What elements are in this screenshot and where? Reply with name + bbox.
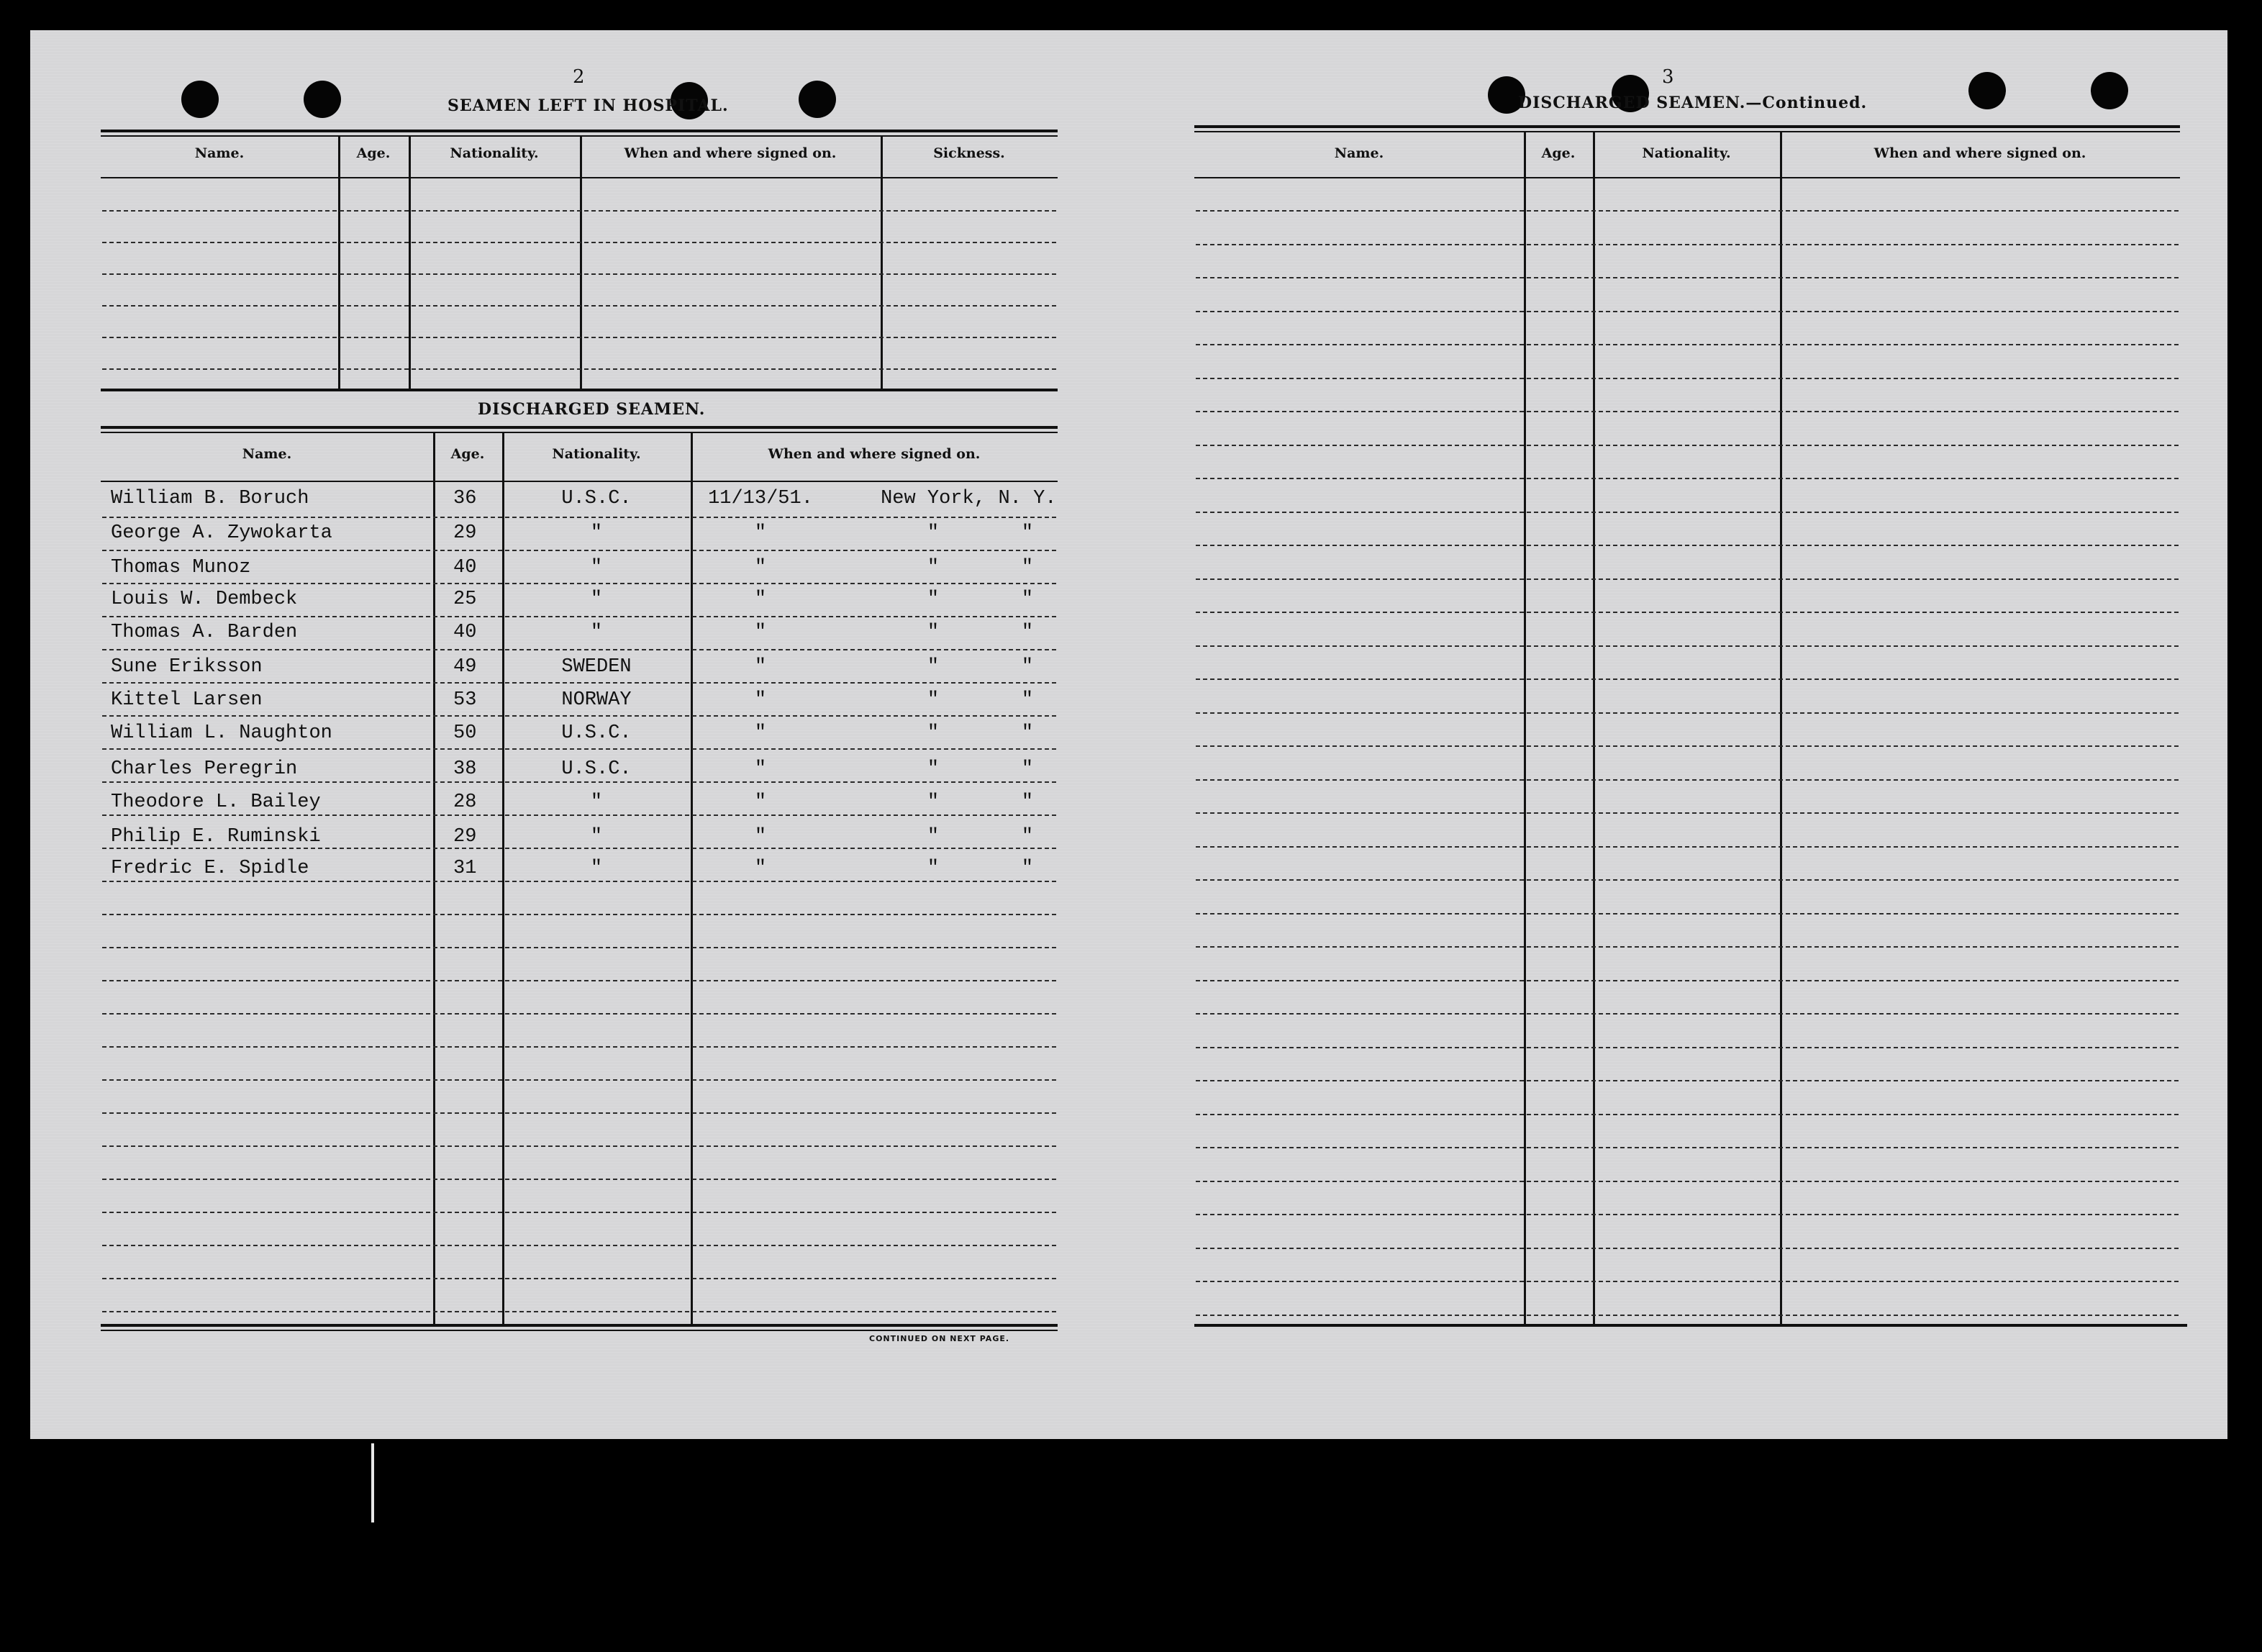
seaman-nationality: "	[590, 622, 603, 643]
ruled-line	[1196, 1147, 2179, 1148]
seaman-age: 36	[453, 488, 477, 509]
ruled-line	[1196, 678, 2179, 680]
ruled-line	[1196, 1080, 2179, 1081]
ruled-line	[102, 242, 1056, 243]
ruled-line	[102, 914, 1056, 915]
ruled-line	[102, 947, 1056, 948]
column-divider	[1593, 131, 1595, 1324]
seaman-age: 40	[453, 622, 477, 643]
column-divider	[580, 135, 582, 389]
ruled-line	[102, 881, 1056, 882]
punch-hole	[304, 81, 341, 118]
rule	[101, 481, 1058, 482]
signed-on-state: "	[1021, 557, 1034, 578]
column-divider	[338, 135, 340, 389]
ruled-line	[102, 715, 1056, 717]
seaman-nationality: U.S.C.	[561, 722, 632, 744]
ruled-line	[102, 980, 1056, 981]
seaman-nationality: "	[590, 589, 603, 610]
ruled-line	[102, 814, 1056, 816]
signed-on-state: "	[1021, 522, 1034, 544]
ruled-line	[102, 273, 1056, 275]
seaman-name: Louis W. Dembeck	[111, 589, 298, 610]
signed-on-city: "	[927, 758, 940, 780]
seaman-name: Charles Peregrin	[111, 758, 298, 780]
seaman-age: 53	[453, 689, 477, 711]
signed-on-city: "	[927, 858, 940, 879]
signed-on-state: N. Y.	[998, 488, 1057, 509]
seaman-age: 50	[453, 722, 477, 744]
column-header: Nationality.	[450, 145, 539, 161]
signed-on-state: "	[1021, 589, 1034, 610]
ruled-line	[1196, 612, 2179, 613]
signed-on-date: 11/13/51.	[708, 488, 813, 509]
seaman-name: Philip E. Ruminski	[111, 826, 321, 848]
ruled-line	[1196, 210, 2179, 212]
rule	[1194, 177, 2180, 178]
seaman-name: William B. Boruch	[111, 488, 309, 509]
seaman-age: 29	[453, 826, 477, 848]
ruled-line	[102, 1278, 1056, 1279]
seaman-age: 25	[453, 589, 477, 610]
left-page-number: 2	[573, 66, 585, 88]
document-sheet	[30, 30, 2227, 1439]
signed-on-city: "	[927, 557, 940, 578]
signed-on-state: "	[1021, 858, 1034, 879]
seaman-age: 28	[453, 791, 477, 813]
signed-on-date: "	[754, 826, 767, 848]
signed-on-date: "	[754, 791, 767, 813]
ruled-line	[102, 1245, 1056, 1246]
ruled-line	[102, 210, 1056, 212]
seaman-nationality: U.S.C.	[561, 758, 632, 780]
ruled-line	[102, 1311, 1056, 1312]
ruled-line	[102, 1212, 1056, 1213]
rule	[101, 426, 1058, 429]
ruled-line	[1196, 1047, 2179, 1048]
signed-on-city: "	[927, 522, 940, 544]
seaman-nationality: "	[590, 791, 603, 813]
seaman-nationality: "	[590, 858, 603, 879]
ruled-line	[1196, 311, 2179, 312]
column-header: When and where signed on.	[624, 145, 837, 161]
ruled-line	[102, 1179, 1056, 1180]
column-header: Name.	[1334, 145, 1384, 161]
signed-on-state: "	[1021, 791, 1034, 813]
column-divider	[1780, 131, 1782, 1324]
hospital-section-title: SEAMEN LEFT IN HOSPITAL.	[448, 96, 729, 115]
seaman-nationality: NORWAY	[561, 689, 632, 711]
signed-on-date: "	[754, 758, 767, 780]
ruled-line	[102, 337, 1056, 338]
column-divider	[409, 135, 411, 389]
right-section-title: DISCHARGED SEAMEN.—Continued.	[1518, 94, 1868, 112]
seaman-name: Kittel Larsen	[111, 689, 263, 711]
ruled-line	[1196, 512, 2179, 513]
ruled-line	[1196, 779, 2179, 781]
ruled-line	[1196, 1114, 2179, 1115]
rule	[101, 1330, 1058, 1331]
right-page-number: 3	[1662, 66, 1674, 88]
rule	[101, 135, 1058, 137]
ruled-line	[102, 368, 1056, 370]
seaman-name: William L. Naughton	[111, 722, 332, 744]
signed-on-state: "	[1021, 722, 1034, 744]
continued-note: CONTINUED ON NEXT PAGE.	[869, 1334, 1010, 1343]
ruled-line	[1196, 1013, 2179, 1015]
rule	[101, 389, 1058, 391]
ruled-line	[102, 1079, 1056, 1081]
ruled-line	[1196, 913, 2179, 914]
column-header: Age.	[1541, 145, 1576, 161]
seaman-nationality: "	[590, 826, 603, 848]
punch-hole	[799, 81, 836, 118]
ruled-line	[102, 583, 1056, 584]
rule	[1194, 131, 2180, 132]
ruled-line	[102, 1046, 1056, 1048]
column-divider	[881, 135, 883, 389]
seaman-nationality: "	[590, 557, 603, 578]
seaman-name: Thomas Munoz	[111, 557, 251, 578]
rule	[101, 177, 1058, 178]
rule	[1194, 125, 2180, 128]
ruled-line	[102, 848, 1056, 849]
ruled-line	[1196, 1281, 2179, 1282]
ruled-line	[1196, 1214, 2179, 1215]
punch-hole	[2091, 72, 2128, 109]
discharged-section-title: DISCHARGED SEAMEN.	[478, 400, 706, 419]
signed-on-date: "	[754, 722, 767, 744]
ruled-line	[102, 616, 1056, 617]
ruled-line	[102, 682, 1056, 684]
signed-on-state: "	[1021, 826, 1034, 848]
column-header: Nationality.	[1642, 145, 1731, 161]
column-header: When and where signed on.	[1873, 145, 2086, 161]
signed-on-date: "	[754, 656, 767, 678]
signed-on-city: "	[927, 656, 940, 678]
ruled-line	[1196, 1248, 2179, 1249]
seaman-age: 40	[453, 557, 477, 578]
signed-on-state: "	[1021, 758, 1034, 780]
seaman-name: Thomas A. Barden	[111, 622, 298, 643]
ruled-line	[102, 1013, 1056, 1015]
signed-on-date: "	[754, 589, 767, 610]
seaman-name: Sune Eriksson	[111, 656, 263, 678]
signed-on-city: New York,	[881, 488, 986, 509]
ruled-line	[102, 649, 1056, 650]
signed-on-state: "	[1021, 622, 1034, 643]
signed-on-city: "	[927, 826, 940, 848]
column-header: Nationality.	[552, 446, 641, 462]
ruled-line	[1196, 1315, 2179, 1316]
ruled-line	[102, 305, 1056, 307]
seaman-age: 29	[453, 522, 477, 544]
column-divider	[433, 432, 435, 1324]
rule	[1194, 1324, 2187, 1327]
ruled-line	[1196, 846, 2179, 848]
seaman-nationality: "	[590, 522, 603, 544]
signed-on-date: "	[754, 522, 767, 544]
ruled-line	[1196, 812, 2179, 814]
seaman-name: Fredric E. Spidle	[111, 858, 309, 879]
column-header: Age.	[450, 446, 485, 462]
ruled-line	[102, 1145, 1056, 1147]
ruled-line	[1196, 344, 2179, 345]
ruled-line	[1196, 244, 2179, 245]
signed-on-state: "	[1021, 689, 1034, 711]
seaman-name: George A. Zywokarta	[111, 522, 332, 544]
ruled-line	[1196, 545, 2179, 546]
seaman-age: 31	[453, 858, 477, 879]
seaman-nationality: U.S.C.	[561, 488, 632, 509]
signed-on-city: "	[927, 689, 940, 711]
signed-on-city: "	[927, 589, 940, 610]
ruled-line	[1196, 578, 2179, 580]
ruled-line	[1196, 946, 2179, 948]
signed-on-city: "	[927, 791, 940, 813]
ruled-line	[102, 748, 1056, 750]
signed-on-date: "	[754, 557, 767, 578]
seaman-age: 38	[453, 758, 477, 780]
rule	[101, 130, 1058, 132]
ruled-line	[102, 781, 1056, 783]
ruled-line	[102, 517, 1056, 518]
seaman-name: Theodore L. Bailey	[111, 791, 321, 813]
column-header: Sickness.	[933, 145, 1005, 161]
punch-hole	[1968, 72, 2006, 109]
rule	[101, 432, 1058, 433]
column-header: Age.	[356, 145, 391, 161]
ruled-line	[1196, 411, 2179, 412]
ruled-line	[1196, 879, 2179, 881]
signed-on-date: "	[754, 622, 767, 643]
ruled-line	[1196, 445, 2179, 446]
rule	[101, 1324, 1058, 1327]
ruled-line	[1196, 277, 2179, 278]
seaman-age: 49	[453, 656, 477, 678]
signed-on-state: "	[1021, 656, 1034, 678]
ruled-line	[1196, 980, 2179, 981]
signed-on-date: "	[754, 858, 767, 879]
scan-streak	[371, 1443, 374, 1522]
signed-on-city: "	[927, 722, 940, 744]
ruled-line	[1196, 712, 2179, 714]
ruled-line	[1196, 378, 2179, 379]
ruled-line	[1196, 745, 2179, 747]
signed-on-city: "	[927, 622, 940, 643]
punch-hole	[181, 81, 219, 118]
ruled-line	[102, 550, 1056, 551]
column-divider	[1524, 131, 1526, 1324]
column-header: Name.	[242, 446, 292, 462]
ruled-line	[1196, 645, 2179, 647]
ruled-line	[1196, 478, 2179, 479]
column-divider	[691, 432, 693, 1324]
column-header: Name.	[194, 145, 245, 161]
seaman-nationality: SWEDEN	[561, 656, 632, 678]
signed-on-date: "	[754, 689, 767, 711]
column-header: When and where signed on.	[768, 446, 981, 462]
ruled-line	[1196, 1181, 2179, 1182]
ruled-line	[102, 1112, 1056, 1114]
